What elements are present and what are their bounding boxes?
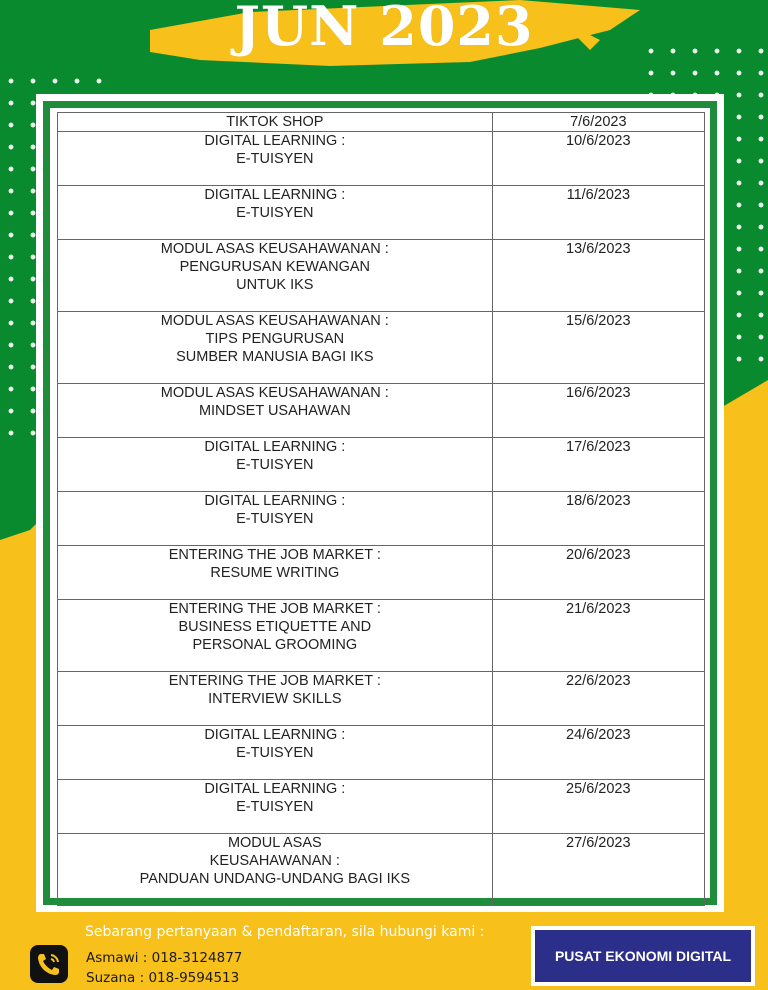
date-cell: 21/6/2023 bbox=[492, 600, 704, 672]
activity-line: PENGURUSAN KEWANGAN bbox=[179, 259, 371, 275]
table-row bbox=[58, 834, 705, 906]
activity-cell bbox=[58, 132, 493, 186]
activity-line: BUSINESS ETIQUETTE AND bbox=[178, 619, 372, 635]
date-cell: 22/6/2023 bbox=[492, 672, 704, 726]
table-row bbox=[58, 384, 705, 438]
table-row bbox=[58, 546, 705, 600]
activity-cell bbox=[58, 240, 493, 312]
activity-line: DIGITAL LEARNING : bbox=[204, 781, 346, 797]
brand-badge: PUSAT EKONOMI DIGITAL bbox=[535, 930, 751, 982]
activity-line: INTERVIEW SKILLS bbox=[208, 691, 342, 707]
activity-line: TIKTOK SHOP bbox=[226, 114, 324, 130]
activity-cell bbox=[58, 600, 493, 672]
table-row bbox=[58, 492, 705, 546]
activity-line: RESUME WRITING bbox=[210, 565, 340, 581]
activity-cell bbox=[58, 492, 493, 546]
activity-line: DIGITAL LEARNING : bbox=[204, 439, 346, 455]
activity-line: MODUL ASAS KEUSAHAWANAN : bbox=[160, 313, 389, 329]
activity-cell bbox=[58, 384, 493, 438]
activity-line: SUMBER MANUSIA BAGI IKS bbox=[176, 349, 374, 365]
page-title: JUN 2023 bbox=[234, 0, 534, 58]
phone-icon bbox=[30, 945, 68, 983]
activity-line: PERSONAL GROOMING bbox=[192, 637, 358, 653]
schedule-table bbox=[57, 112, 705, 906]
activity-cell bbox=[58, 312, 493, 384]
activity-cell bbox=[58, 726, 493, 780]
activity-cell bbox=[58, 113, 493, 132]
activity-line: ENTERING THE JOB MARKET : bbox=[168, 547, 381, 563]
activity-line: PANDUAN UNDANG-UNDANG BAGI IKS bbox=[139, 871, 411, 887]
activity-line: MODUL ASAS KEUSAHAWANAN : bbox=[160, 385, 389, 401]
contact-suzana: Suzana : 018-9594513 bbox=[86, 970, 240, 986]
date-cell: 27/6/2023 bbox=[492, 834, 704, 906]
activity-line: DIGITAL LEARNING : bbox=[204, 187, 346, 203]
date-cell: 20/6/2023 bbox=[492, 546, 704, 600]
table-row bbox=[58, 726, 705, 780]
activity-line: ENTERING THE JOB MARKET : bbox=[168, 673, 381, 689]
activity-line: MINDSET USAHAWAN bbox=[198, 403, 351, 419]
activity-cell bbox=[58, 438, 493, 492]
activity-line: MODUL ASAS bbox=[227, 835, 322, 851]
activity-line: KEUSAHAWANAN : bbox=[209, 853, 340, 869]
activity-line: E-TUISYEN bbox=[236, 457, 314, 473]
activity-line: E-TUISYEN bbox=[236, 205, 314, 221]
activity-line: UNTUK IKS bbox=[236, 277, 314, 293]
activity-line: DIGITAL LEARNING : bbox=[204, 133, 346, 149]
date-cell: 24/6/2023 bbox=[492, 726, 704, 780]
inquiry-text: Sebarang pertanyaan & pendaftaran, sila hubungi kami : bbox=[85, 924, 485, 940]
date-cell: 25/6/2023 bbox=[492, 780, 704, 834]
activity-line: MODUL ASAS KEUSAHAWANAN : bbox=[160, 241, 389, 257]
date-cell: 11/6/2023 bbox=[492, 186, 704, 240]
contact-asmawi: Asmawi : 018-3124877 bbox=[86, 950, 243, 966]
activity-cell bbox=[58, 780, 493, 834]
table-row bbox=[58, 240, 705, 312]
activity-line: TIPS PENGURUSAN bbox=[205, 331, 345, 347]
activity-cell bbox=[58, 834, 493, 906]
table-row bbox=[58, 438, 705, 492]
activity-cell bbox=[58, 672, 493, 726]
date-cell: 18/6/2023 bbox=[492, 492, 704, 546]
table-row bbox=[58, 132, 705, 186]
date-cell: 13/6/2023 bbox=[492, 240, 704, 312]
date-cell: 15/6/2023 bbox=[492, 312, 704, 384]
table-row bbox=[58, 312, 705, 384]
activity-line: ENTERING THE JOB MARKET : bbox=[168, 601, 381, 617]
date-cell: 10/6/2023 bbox=[492, 132, 704, 186]
activity-line: DIGITAL LEARNING : bbox=[204, 493, 346, 509]
activity-cell bbox=[58, 546, 493, 600]
activity-line: E-TUISYEN bbox=[236, 511, 314, 527]
activity-line: E-TUISYEN bbox=[236, 151, 314, 167]
table-row bbox=[58, 780, 705, 834]
activity-line: E-TUISYEN bbox=[236, 799, 314, 815]
date-cell: 17/6/2023 bbox=[492, 438, 704, 492]
table-row bbox=[58, 672, 705, 726]
date-cell: 16/6/2023 bbox=[492, 384, 704, 438]
table-row bbox=[58, 113, 705, 132]
date-cell: 7/6/2023 bbox=[492, 113, 704, 132]
activity-cell bbox=[58, 186, 493, 240]
activity-line: E-TUISYEN bbox=[236, 745, 314, 761]
table-row bbox=[58, 600, 705, 672]
activity-line: DIGITAL LEARNING : bbox=[204, 727, 346, 743]
table-row bbox=[58, 186, 705, 240]
